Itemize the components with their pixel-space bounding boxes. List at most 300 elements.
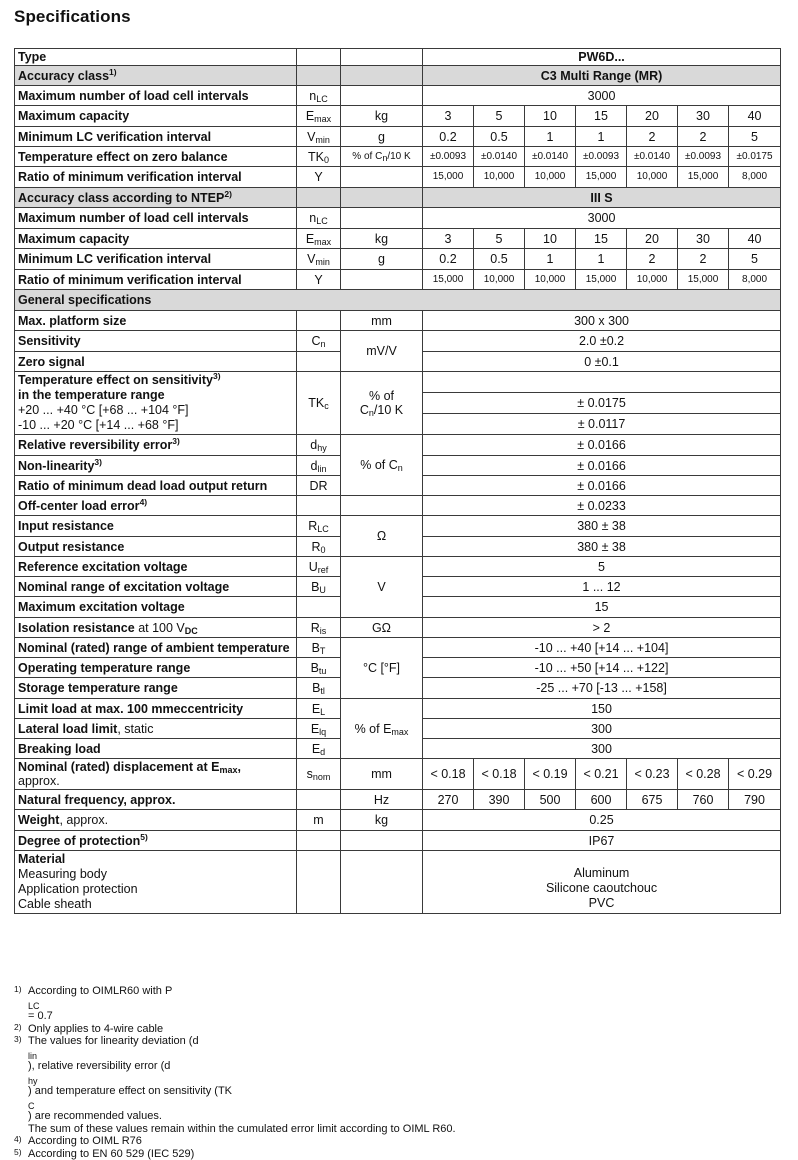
symbol-text: R xyxy=(311,621,320,635)
subscript: min xyxy=(315,135,330,145)
row-sensitivity xyxy=(15,331,781,352)
value-col-7 xyxy=(729,167,781,188)
value-text: 0 ±0.1 xyxy=(584,355,619,369)
unit xyxy=(341,831,423,851)
value-col-2 xyxy=(474,249,525,270)
row-label xyxy=(15,456,297,476)
row-label xyxy=(15,208,297,229)
symbol-text: DR xyxy=(309,479,327,493)
symbol xyxy=(297,496,341,516)
value-col-7 xyxy=(729,147,781,167)
unit xyxy=(341,372,423,435)
value xyxy=(423,496,781,516)
row-tc-sensitivity-head xyxy=(15,372,781,393)
value-text: ± 0.0166 xyxy=(577,479,626,493)
value-text: 790 xyxy=(744,793,765,807)
value-col-6 xyxy=(678,106,729,127)
value-text: 40 xyxy=(748,232,762,246)
row-label xyxy=(15,270,297,290)
footnote-line xyxy=(28,1023,784,1036)
value-text: 300 xyxy=(591,722,612,736)
spec-rows xyxy=(15,49,781,914)
value-text: 1 xyxy=(547,130,554,144)
value xyxy=(423,435,781,456)
value-text: 300 x 300 xyxy=(574,314,629,328)
value-text: 5 xyxy=(598,560,605,574)
symbol xyxy=(297,372,341,435)
value-col-3 xyxy=(525,759,576,790)
value-text: 15,000 xyxy=(586,171,617,182)
subscript: L xyxy=(320,707,325,717)
label-text: Temperature effect on sensitivity xyxy=(18,373,213,387)
row-label xyxy=(15,167,297,188)
value-text: III S xyxy=(590,191,612,205)
row-label xyxy=(15,719,297,739)
value-text: 300 xyxy=(591,742,612,756)
row-label xyxy=(15,557,297,577)
label-text: Lateral load limit xyxy=(18,722,117,736)
row-label xyxy=(15,435,297,456)
value-text: 0.5 xyxy=(490,130,507,144)
unit xyxy=(341,106,423,127)
value-text: 1 xyxy=(598,130,605,144)
label-text: Output resistance xyxy=(18,540,124,554)
value-text: 8,000 xyxy=(742,274,767,285)
label-text xyxy=(18,373,293,388)
symbol xyxy=(297,851,341,914)
symbol-text: E xyxy=(311,722,319,736)
row-platform-size xyxy=(15,311,781,331)
symbol xyxy=(297,597,341,618)
row-label xyxy=(15,618,297,638)
value xyxy=(423,456,781,476)
value-col-6 xyxy=(678,759,729,790)
value-col-2 xyxy=(474,106,525,127)
footnote-number: 1) xyxy=(14,983,28,1021)
value-text: ±0.0093 xyxy=(583,151,619,162)
footnote-number: 3) xyxy=(14,1033,28,1133)
row-label xyxy=(15,249,297,270)
label-text: Breaking load xyxy=(18,742,101,756)
value-col-7 xyxy=(729,249,781,270)
unit-text: g xyxy=(378,252,385,266)
value-col-4 xyxy=(576,270,627,290)
value-text: 30 xyxy=(696,109,710,123)
row-label xyxy=(15,147,297,167)
label-text: Maximum number of load cell intervals xyxy=(18,89,249,103)
value xyxy=(423,86,781,106)
range-text: +20 ... +40 °C [+68 ... +104 °F] xyxy=(18,403,293,418)
row-label xyxy=(15,229,297,249)
row-label xyxy=(15,86,297,106)
unit xyxy=(341,496,423,516)
footnote-line xyxy=(28,985,784,1023)
text: ) are recommended values. xyxy=(28,1110,784,1123)
label-text: Type xyxy=(18,50,46,64)
row-ref-excitation xyxy=(15,557,781,577)
value xyxy=(423,413,781,434)
symbol-text: B xyxy=(312,681,320,695)
symbol-text: n xyxy=(309,211,316,225)
value-text: ±0.0140 xyxy=(532,151,568,162)
row-accuracy-ntep xyxy=(15,188,781,208)
value-text: 2 xyxy=(700,130,707,144)
symbol xyxy=(297,106,341,127)
value-col-3 xyxy=(525,270,576,290)
value-text: ±0.0140 xyxy=(634,151,670,162)
symbol xyxy=(297,476,341,496)
value-text: ± 0.0166 xyxy=(577,459,626,473)
value xyxy=(423,557,781,577)
unit-text: % of C xyxy=(360,458,398,472)
subscript: n xyxy=(382,153,387,163)
value-text: ± 0.0175 xyxy=(577,396,626,410)
footnote-number: 5) xyxy=(14,1146,28,1159)
label-text: Temperature effect on zero balance xyxy=(18,150,228,164)
row-ratio xyxy=(15,167,781,188)
row-reversibility xyxy=(15,435,781,456)
footnote-2 xyxy=(14,1023,784,1036)
value xyxy=(423,719,781,739)
material-value: Silicone caoutchouc xyxy=(426,881,777,896)
subscript: LC xyxy=(28,1001,40,1011)
value-col-3 xyxy=(525,127,576,147)
value-col-3 xyxy=(525,229,576,249)
value xyxy=(423,476,781,496)
symbol-text: R xyxy=(311,540,320,554)
value-col-6 xyxy=(678,229,729,249)
value-text: 10,000 xyxy=(535,171,566,182)
row-input-resistance xyxy=(15,516,781,537)
value xyxy=(423,331,781,352)
row-general xyxy=(15,290,781,311)
value-text: 500 xyxy=(540,793,561,807)
value-text: ±0.0093 xyxy=(430,151,466,162)
value xyxy=(423,372,781,393)
value-col-4 xyxy=(576,759,627,790)
value xyxy=(423,618,781,638)
footnote-ref: 2) xyxy=(224,189,232,199)
symbol xyxy=(297,127,341,147)
footnote-5 xyxy=(14,1148,784,1160)
value xyxy=(423,352,781,372)
material-item: Measuring body xyxy=(18,867,293,882)
label-text: Nominal range of excitation voltage xyxy=(18,580,229,594)
value xyxy=(423,311,781,331)
symbol xyxy=(297,270,341,290)
row-off-center xyxy=(15,496,781,516)
row-ntep-ratio xyxy=(15,270,781,290)
label-text: Ratio of minimum verification interval xyxy=(18,273,242,287)
row-label xyxy=(15,759,297,790)
value xyxy=(423,393,781,413)
value xyxy=(423,678,781,699)
subscript: max xyxy=(314,114,331,124)
symbol xyxy=(297,790,341,810)
row-label xyxy=(15,496,297,516)
symbol-text: d xyxy=(311,459,318,473)
unit-text: kg xyxy=(375,813,388,827)
symbol-text: V xyxy=(307,130,315,144)
value-text: 15 xyxy=(594,109,608,123)
subscript: max xyxy=(314,237,331,247)
row-label xyxy=(15,577,297,597)
row-label xyxy=(15,352,297,372)
text: According to OIMLR60 with P xyxy=(28,985,784,998)
value xyxy=(423,851,781,914)
symbol-text: d xyxy=(310,438,317,452)
row-ntep-max-capacity xyxy=(15,229,781,249)
value-col-5 xyxy=(627,229,678,249)
row-temp-zero xyxy=(15,147,781,167)
symbol-text: Y xyxy=(314,170,322,184)
symbol xyxy=(297,719,341,739)
footnote-number: 4) xyxy=(14,1133,28,1146)
value-text: 15 xyxy=(594,232,608,246)
value-col-6 xyxy=(678,790,729,810)
unit xyxy=(341,147,423,167)
value-col-3 xyxy=(525,106,576,127)
subscript: LC xyxy=(316,216,328,226)
row-ambient-temp xyxy=(15,638,781,658)
unit-text: V xyxy=(377,580,385,594)
value-text: 760 xyxy=(693,793,714,807)
value xyxy=(423,810,781,831)
section-label xyxy=(15,290,781,311)
label-text: Isolation resistance xyxy=(18,621,135,635)
value-col-2 xyxy=(474,790,525,810)
symbol xyxy=(297,188,341,208)
value xyxy=(423,699,781,719)
value-text: 5 xyxy=(496,109,503,123)
value-col-6 xyxy=(678,270,729,290)
value-col-5 xyxy=(627,147,678,167)
value-text: 15 xyxy=(595,600,609,614)
value-text: 10 xyxy=(543,232,557,246)
value-col-7 xyxy=(729,106,781,127)
footnote-1 xyxy=(14,985,784,1023)
row-type xyxy=(15,49,781,66)
symbol xyxy=(297,249,341,270)
unit xyxy=(341,699,423,759)
symbol-text: C xyxy=(311,334,320,348)
subscript: n xyxy=(369,408,374,418)
symbol-text: E xyxy=(312,742,320,756)
value-col-1 xyxy=(423,127,474,147)
symbol xyxy=(297,167,341,188)
row-min-verification xyxy=(15,127,781,147)
value-col-2 xyxy=(474,167,525,188)
label-text: in the temperature range xyxy=(18,388,293,403)
unit xyxy=(341,66,423,86)
row-label xyxy=(15,638,297,658)
value-text: 1 xyxy=(547,252,554,266)
row-label xyxy=(15,537,297,557)
row-max-capacity xyxy=(15,106,781,127)
value-text: < 0.21 xyxy=(583,767,618,781)
label-text: Maximum excitation voltage xyxy=(18,600,185,614)
row-label xyxy=(15,790,297,810)
symbol xyxy=(297,557,341,577)
value xyxy=(423,831,781,851)
value-text: 2 xyxy=(649,130,656,144)
subscript: tu xyxy=(319,666,327,676)
value-col-4 xyxy=(576,229,627,249)
symbol xyxy=(297,618,341,638)
unit xyxy=(341,759,423,790)
symbol xyxy=(297,208,341,229)
row-natural-frequency xyxy=(15,790,781,810)
unit xyxy=(341,86,423,106)
row-protection xyxy=(15,831,781,851)
unit xyxy=(341,618,423,638)
value-col-7 xyxy=(729,790,781,810)
label-text: Nominal (rated) displacement at E xyxy=(18,760,219,774)
value-text: -10 ... +50 [+14 ... +122] xyxy=(535,661,669,675)
value-col-2 xyxy=(474,759,525,790)
value xyxy=(423,597,781,618)
range-text: -10 ... +20 °C [+14 ... +68 °F] xyxy=(18,418,293,433)
value-text: ±0.0093 xyxy=(685,151,721,162)
label-text: Relative reversibility error xyxy=(18,438,172,452)
value-text: < 0.19 xyxy=(532,767,567,781)
footnote-line xyxy=(28,1135,784,1148)
value-text: 1 xyxy=(598,252,605,266)
symbol-text: s xyxy=(307,767,313,781)
subscript: LC xyxy=(317,524,329,534)
value-col-2 xyxy=(474,270,525,290)
specifications-table xyxy=(14,48,781,914)
value xyxy=(423,739,781,759)
value-text: ± 0.0117 xyxy=(578,417,626,431)
material-item: Cable sheath xyxy=(18,897,293,912)
label-text: Material xyxy=(18,852,293,867)
subscript: max xyxy=(219,765,237,775)
subscript: tl xyxy=(320,686,325,696)
value-text: 15,000 xyxy=(688,171,719,182)
unit-text: °C [°F] xyxy=(363,661,400,675)
text: The values for linearity deviation (d xyxy=(28,1035,784,1048)
row-label xyxy=(15,516,297,537)
value-text: < 0.28 xyxy=(685,767,720,781)
label-text: Accuracy class xyxy=(18,69,109,83)
value-text: 2.0 ±0.2 xyxy=(579,334,624,348)
label-text: Degree of protection xyxy=(18,834,140,848)
value-text: 8,000 xyxy=(742,171,767,182)
symbol-text: E xyxy=(306,232,314,246)
symbol xyxy=(297,638,341,658)
value-col-3 xyxy=(525,167,576,188)
value-text: ± 0.0166 xyxy=(577,438,626,452)
unit xyxy=(341,851,423,914)
unit-text: mm xyxy=(371,767,392,781)
symbol-text: n xyxy=(309,89,316,103)
value-col-5 xyxy=(627,127,678,147)
value-col-3 xyxy=(525,147,576,167)
subscript: lin xyxy=(28,1051,37,1061)
unit xyxy=(341,208,423,229)
value-col-5 xyxy=(627,790,678,810)
value-text: 5 xyxy=(751,252,758,266)
row-label xyxy=(15,188,297,208)
value-text: 2 xyxy=(700,252,707,266)
subscript: lq xyxy=(319,727,326,737)
unit-text: Hz xyxy=(374,793,389,807)
value-text: 675 xyxy=(642,793,663,807)
value-text: < 0.29 xyxy=(737,767,772,781)
symbol xyxy=(297,352,341,372)
label-text: , xyxy=(237,760,240,774)
symbol-text: R xyxy=(308,519,317,533)
footnote-ref: 4) xyxy=(140,497,148,507)
value-text: 15,000 xyxy=(586,274,617,285)
label-note: , approx. xyxy=(59,813,108,827)
label-text: Ratio of minimum dead load output return xyxy=(18,479,267,493)
value-col-1 xyxy=(423,167,474,188)
label-text: Minimum LC verification interval xyxy=(18,252,211,266)
unit xyxy=(341,638,423,699)
row-label xyxy=(15,851,297,914)
row-label xyxy=(15,331,297,352)
subscript: hy xyxy=(317,443,327,453)
value-text: 5 xyxy=(751,130,758,144)
subscript: min xyxy=(315,257,330,267)
label-text: Storage temperature range xyxy=(18,681,178,695)
value-text: 0.2 xyxy=(439,252,456,266)
symbol xyxy=(297,147,341,167)
value-col-1 xyxy=(423,229,474,249)
subscript: max xyxy=(391,727,408,737)
value xyxy=(423,577,781,597)
symbol xyxy=(297,516,341,537)
symbol xyxy=(297,435,341,456)
row-label xyxy=(15,372,297,435)
row-label xyxy=(15,597,297,618)
value-text: 380 ± 38 xyxy=(577,519,626,533)
value-text: 5 xyxy=(496,232,503,246)
symbol xyxy=(297,831,341,851)
value-col-2 xyxy=(474,229,525,249)
unit-text: mm xyxy=(371,314,392,328)
row-label xyxy=(15,658,297,678)
material-value: Aluminum xyxy=(426,866,777,881)
row-isolation xyxy=(15,618,781,638)
subscript: lin xyxy=(317,464,326,474)
unit-text: Ω xyxy=(377,529,386,543)
subscript: is xyxy=(320,626,327,636)
value-col-7 xyxy=(729,229,781,249)
row-label xyxy=(15,699,297,719)
label-text: Ratio of minimum verification interval xyxy=(18,170,242,184)
label-note: , static xyxy=(117,722,153,736)
label-text: Minimum LC verification interval xyxy=(18,130,211,144)
footnote-ref: 3) xyxy=(213,372,221,382)
value-text: 10,000 xyxy=(637,171,668,182)
symbol xyxy=(297,699,341,719)
value-col-1 xyxy=(423,249,474,270)
value-col-4 xyxy=(576,249,627,270)
value-col-5 xyxy=(627,270,678,290)
value-text: 1 ... 12 xyxy=(582,580,620,594)
value-col-1 xyxy=(423,106,474,127)
value-text: 10,000 xyxy=(484,274,515,285)
symbol-text: TK xyxy=(308,150,324,164)
value-text: 380 ± 38 xyxy=(577,540,626,554)
value-col-4 xyxy=(576,127,627,147)
symbol xyxy=(297,810,341,831)
row-ntep-min-verification xyxy=(15,249,781,270)
value-col-2 xyxy=(474,147,525,167)
